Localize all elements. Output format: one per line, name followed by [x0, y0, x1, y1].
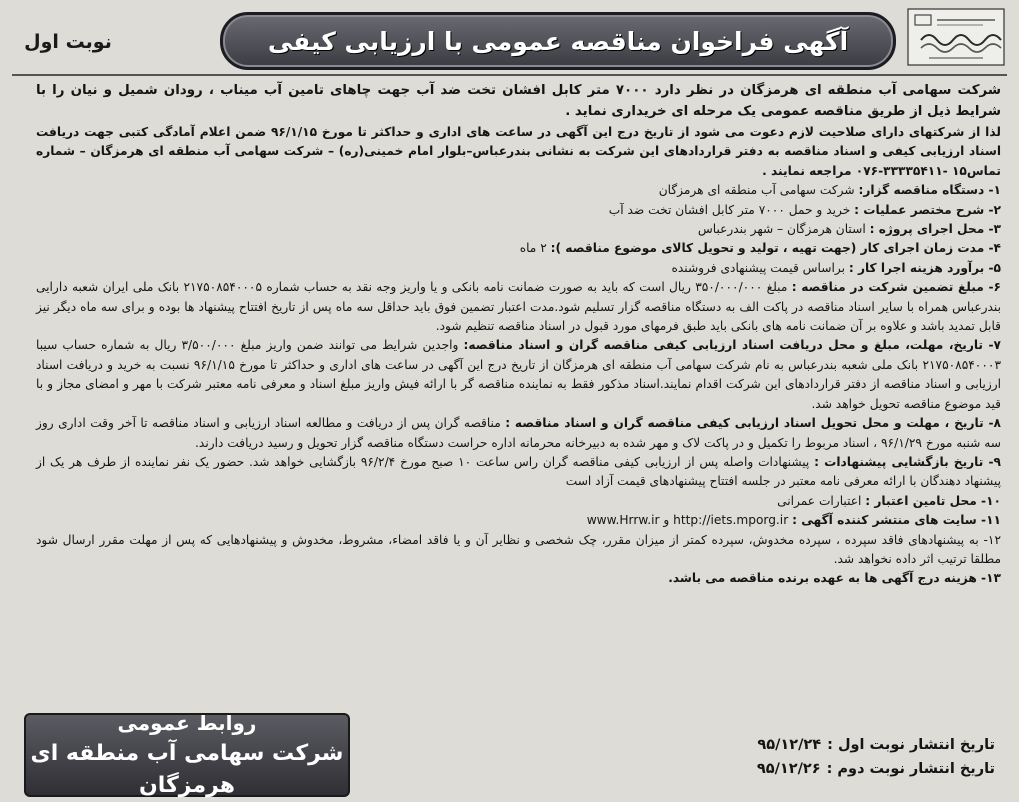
header-divider	[12, 74, 1007, 76]
clause-value: مبلغ ۳۵۰/۰۰۰/۰۰۰ ریال است که باید به صورت ضمانت نامه بانکی و یا واریز وجه نقد به حساب شماره ۲۱۷۵۰۸۵۴۰۰۰۵ بانک ملی ایران شعبه دارایی بندرعباس همراه با سایر اسناد مناقصه در پاکت الف به دستگاه مناقصه گزار تسلیم شود.مدت اعتبار تضمین فوق باید حداقل سه ماه پس از تاریخ افتتاح پیشنهاد ها بوده و برای سه ماه دیگر نیز قابل تمدید باشد و علاوه بر آن ضمانت نامه های بانکی باید طبق فرمهای مورد قبول در اسناد مناقصه تنظیم شود.	[36, 280, 1001, 334]
clause-value: واجدین شرایط می توانند ضمن واریز مبلغ ۳/۵۰۰/۰۰۰ ریال به شماره حساب سیبا ۲۱۷۵۰۸۵۴۰۰۰۳ بانک ملی شعبه بندرعباس به نام شرکت سهامی آب منطقه ای هرمزگان از تاریخ درج این آگهی در ساعت های اداری و حداکثر تا مورخ ۹۶/۱/۱۵ نسبت به خرید و دریافت اسناد ارزیابی و اسناد مناقصه از دفتر قراردادهای این شرکت اقدام نمایند.اسناد مذکور فقط به نماینده مناقصه گر با ارائه فیش واریز مبلغ اسناد و معرفی نامه معتبر شرکت با مهر و امضای مجاز و با قید موضوع مناقصه تحویل خواهد شد.	[36, 338, 1001, 411]
first-publish-label: تاریخ انتشار نوبت اول :	[827, 737, 995, 753]
first-publish-row	[360, 733, 995, 757]
first-publish-date: ۹۵/۱۲/۲۴	[757, 737, 822, 753]
clause-label: ۸- تاریخ ، مهلت و محل تحویل اسناد ارزیابی کیفی مناقصه گران و اسناد مناقصه :	[505, 416, 1001, 431]
clause-12	[36, 531, 1001, 570]
clause-value: شرکت سهامی آب منطقه ای هرمزگان	[658, 183, 859, 198]
clause-label: ۲- شرح مختصر عملیات :	[854, 202, 1001, 217]
clause-3	[36, 220, 1001, 239]
round-label: نوبت اول	[24, 31, 112, 53]
clause-label: ۵- برآورد هزینه اجرا کار :	[848, 260, 1001, 275]
website-links[interactable]: http://iets.mporg.ir و www.Hrrw.ir	[586, 513, 793, 528]
second-publish-date: ۹۵/۱۲/۲۶	[756, 761, 821, 777]
title-banner	[220, 12, 896, 70]
clause-2	[36, 201, 1001, 220]
intro-paragraph-1: شرکت سهامی آب منطقه ای هرمزگان در نظر دارد ۷۰۰۰ متر کابل افشان تخت ضد آب جهت چاهای تامین آب میناب ، رودان شمیل و نیان را با شرایط ذیل از طریق مناقصه عمومی یک مرحله ای خریداری نماید .	[36, 83, 1001, 119]
clause-7	[36, 336, 1001, 414]
water-company-logo-icon	[907, 8, 1005, 66]
clause-5	[36, 259, 1001, 278]
footer-company: شرکت سهامی آب منطقه ای هرمزگان	[30, 741, 344, 798]
clause-label: ۷- تاریخ، مهلت، مبلغ و محل دریافت اسناد ارزیابی کیفی مناقصه گران و اسناد مناقصه:	[463, 338, 1001, 353]
clause-11	[36, 511, 1001, 530]
clause-10	[36, 492, 1001, 511]
clause-label: ۱۰- محل تامین اعتبار :	[865, 493, 1001, 508]
second-publish-row	[360, 757, 995, 781]
company-logo	[907, 8, 1005, 66]
publish-dates	[360, 733, 995, 781]
clause-value: ۲ ماه	[519, 241, 551, 256]
clause-label: ۳- محل اجرای پروژه :	[869, 222, 1001, 237]
clause-9	[36, 453, 1001, 492]
clause-6	[36, 278, 1001, 336]
intro-paragraph-2: لذا از شرکتهای دارای صلاحیت لازم دعوت می شود از تاریخ درج این آگهی در ساعت های اداری و حداکثر تا مورخ ۹۶/۱/۱۵ ضمن اعلام آمادگی کتبی جهت دریافت اسناد ارزیابی کیفی و اسناد مناقصه به دفتر قراردادهای این شرکت به نشانی بندرعباس–بلوار امام خمینی(ره) – شرکت سهامی آب منطقه ای هرمزگان – شماره تماس۱۵ -۳۳۳۳۵۴۱۱-۰۷۶ مراجعه نمایند .	[36, 125, 1001, 178]
notice-body	[36, 80, 1001, 589]
clause-13	[36, 569, 1001, 588]
clause-label: ۶- مبلغ تضمین شرکت در مناقصه :	[791, 280, 1001, 295]
clause-value: مناقصه گران پس از دریافت و مطالعه اسناد ارزیابی و اسناد مناقصه تا آخر وقت اداری روز سه شنبه مورخ ۹۶/۱/۲۹ ، اسناد مربوط را تکمیل و در پاکت لاک و مهر شده به دبیرخانه محرمانه اداره حراست دستگاه مناقصه گزار تحویل و رسید دریافت دارند.	[36, 416, 1001, 450]
clause-label: ۱- دستگاه مناقصه گزار:	[858, 183, 1001, 198]
second-publish-label: تاریخ انتشار نوبت دوم :	[826, 761, 995, 777]
clause-label: ۱۲- به پیشنهادهای فاقد سپرده ، سپرده مخدوش، سپرده کمتر از میزان مقرر، چک شخصی و نظایر آن و یا فاقد امضاء، مشروط، مخدوش و پیشنهادهایی که پس از مهلت مقرر ارسال شود مطلقا ترتیب اثر داده نخواهد شد.	[36, 532, 1001, 566]
clause-value: خرید و حمل ۷۰۰۰ متر کابل افشان تخت ضد آب	[608, 202, 855, 217]
clause-label: ۱۱- سایت های منتشر کننده آگهی :	[792, 513, 1001, 528]
public-relations-box	[24, 713, 350, 797]
footer-department: روابط عمومی	[117, 711, 257, 735]
clause-value: پیشنهادات واصله پس از ارزیابی کیفی مناقصه گران راس ساعت ۱۰ صبح مورخ ۹۶/۲/۴ بازگشایی خواهد شد. حضور یک نفر نماینده از طرف هر یک از پیشنهاد دهندگان با ارائه معرفی نامه معتبر در جلسه افتتاح پیشنهادهای قیمت آزاد است	[36, 454, 1001, 489]
page-title: آگهی فراخوان مناقصه عمومی با ارزیابی کیفی	[267, 26, 849, 56]
clause-label: ۴- مدت زمان اجرای کار (جهت تهیه ، تولید و تحویل کالای موضوع مناقصه ):	[550, 241, 1001, 256]
clause-label: ۹- تاریخ بازگشایی پیشنهادات :	[814, 454, 1001, 469]
clause-value: اعتبارات عمرانی	[777, 493, 866, 508]
clause-1	[36, 181, 1001, 200]
clause-label: ۱۳- هزینه درج آگهی ها به عهده برنده مناقصه می باشد.	[668, 571, 1001, 586]
clause-8	[36, 414, 1001, 453]
clause-value: براساس قیمت پیشنهادی فروشنده	[671, 260, 849, 275]
clause-4	[36, 239, 1001, 258]
clause-value: استان هرمزگان – شهر بندرعباس	[697, 222, 870, 237]
